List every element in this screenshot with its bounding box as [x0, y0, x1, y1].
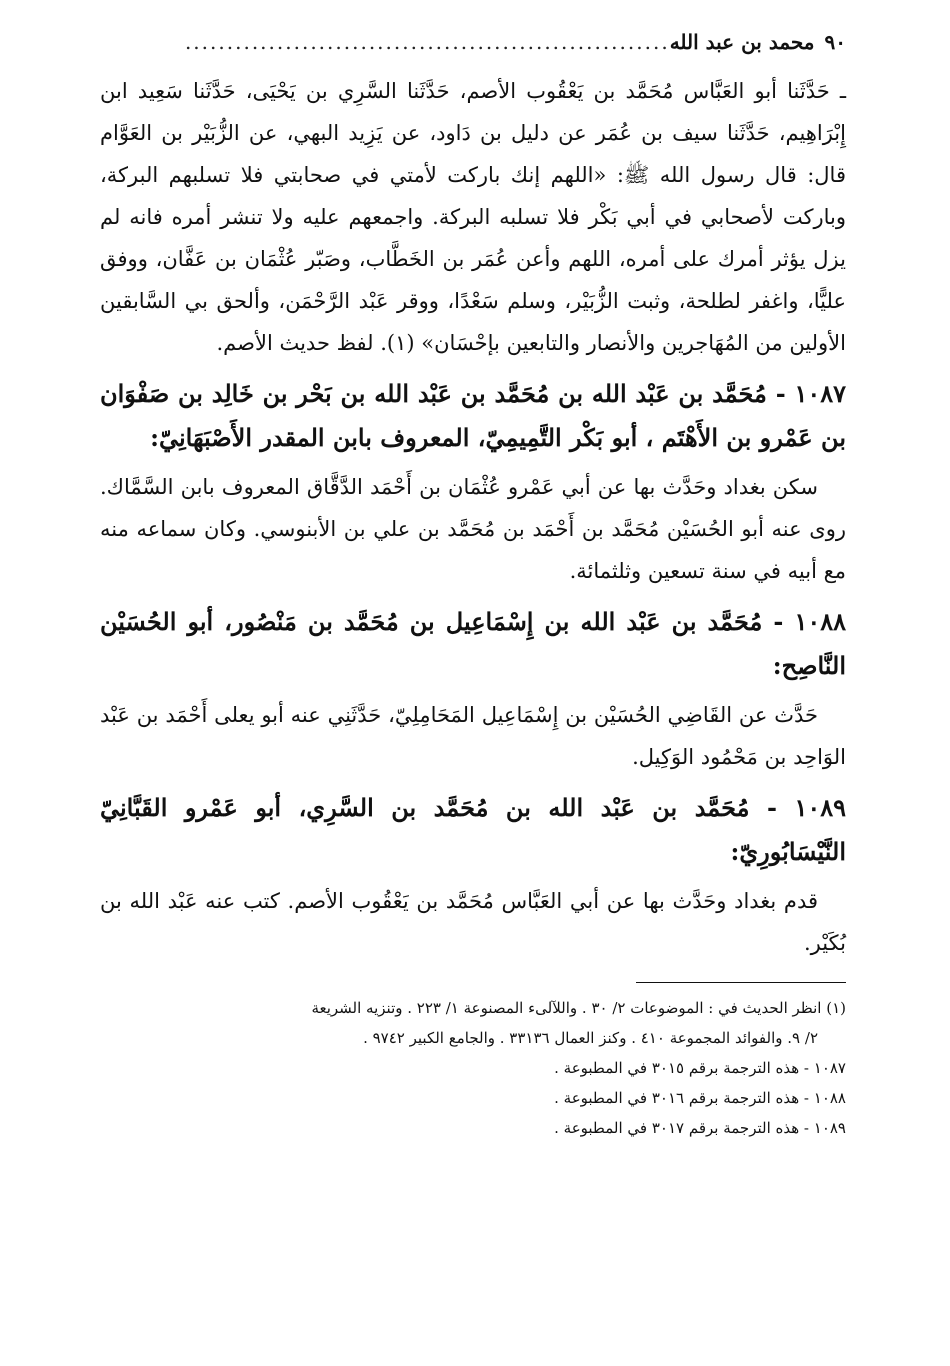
page-number: ٩٠ — [824, 30, 846, 54]
footnote-1088: ١٠٨٨ - هذه الترجمة برقم ٣٠١٦ في المطبوعة . — [554, 1089, 846, 1107]
entry-1089-text: قدم بغداد وحَدَّث بها عن أبي العَبَّاس مُحَمَّد بن يَعْقُوب الأصم. كتب عنه عَبْد الله بن بُكَيْر. — [100, 889, 846, 955]
footnotes — [100, 993, 846, 1143]
footnote-separator — [636, 982, 846, 983]
footnote-1089: ١٠٨٩ - هذه الترجمة برقم ٣٠١٧ في المطبوعة . — [554, 1119, 846, 1137]
hadith-paragraph: ـ حَدَّثَنا أبو العَبَّاس مُحَمَّد بن يَعْقُوب الأصم، حَدَّثَنا السَّرِي بن يَحْيَى، حَدَّثَنا سَعِيد ابن إِبْرَاهِيم، حَدَّثَنا سيف بن عُمَر عن دليل بن دَاود، عن يَزِيد البهي، عن الزُّبَيْر بن العَوَّام قال: قال رسول الله ﷺ: «اللهم إنك باركت لأمتي في صحابتي فلا تسلبهم البركة، وباركت لأصحابي في أبي بَكْر فلا تسلبه البركة. واجمعهم عليه ولا تنشر أمره فانه لم يزل يؤثر أمرك على أمره، اللهم وأعن عُمَر بن الخَطَّاب، وصَبّر عُثْمَان بن عَفَّان، ووفق عليًّا، واغفر لطلحة، وثبت الزُّبَيْر، وسلم سَعْدًا، ووقر عَبْد الرَّحْمَن، وألحق بي السَّابقين الأولين من المُهَاجرين والأنصار والتابعين بإحْسَان» (١). لفظ حديث الأصم. — [100, 79, 846, 355]
footnote-1-line-2: ٢/ ٩. والفوائد المجموعة ٤١٠ . وكنز العمال ٣٣١٣٦ . والجامع الكبير ٩٧٤٢ . — [363, 1029, 818, 1047]
entry-1088-text: حَدَّث عن القَاضِي الحُسَيْن بن إِسْمَاعِيل المَحَامِلِيّ، حَدَّثَنِي عنه أبو يعلى أَحْمَد بن عَبْد الوَاحِد بن مَحْمُود الوَكِيل. — [100, 703, 846, 769]
running-title: محمد بن عبد الله — [669, 30, 815, 54]
footnote-1-line-1: (١) انظر الحديث في : الموضوعات ٢/ ٣٠ . واللآلىء المصنوعة ١/ ٢٢٣ . وتنزيه الشريعة — [311, 999, 846, 1017]
entry-1087-heading: ١٠٨٧ - مُحَمَّد بن عَبْد الله بن مُحَمَّد بن عَبْد الله بن بَحْر بن خَالِد بن صَفْوَان بن عَمْرو بن الأَهْتَم ، أبو بَكْر التَّمِيمِيّ، المعروف بابن المقدر الأَصْبَهَانِيّ: — [100, 379, 846, 452]
header-dot-leader: .......................................................... — [184, 30, 670, 54]
entry-1088-heading: ١٠٨٨ - مُحَمَّد بن عَبْد الله بن إِسْمَاعِيل بن مُحَمَّد بن مَنْصُور، أبو الحُسَيْن النَّاصِح: — [100, 607, 846, 680]
footnote-1087: ١٠٨٧ - هذه الترجمة برقم ٣٠١٥ في المطبوعة . — [554, 1059, 846, 1077]
entry-1087-text: سكن بغداد وحَدَّث بها عن أبي عَمْرو عُثْمَان بن أَحْمَد الدَّقَّاق المعروف بابن السَّمَّاك. روى عنه أبو الحُسَيْن مُحَمَّد بن أَحْمَد بن مُحَمَّد بن علي بن الأبنوسي. وكان سماعه منه مع أبيه في سنة تسعين وثلثمائة. — [100, 475, 846, 583]
running-header — [100, 30, 846, 70]
entry-1089-heading: ١٠٨٩ - مُحَمَّد بن عَبْد الله بن مُحَمَّد بن السَّرِي، أبو عَمْرو القَبَّانِيّ النَّيْسَابُورِيّ: — [100, 793, 846, 866]
